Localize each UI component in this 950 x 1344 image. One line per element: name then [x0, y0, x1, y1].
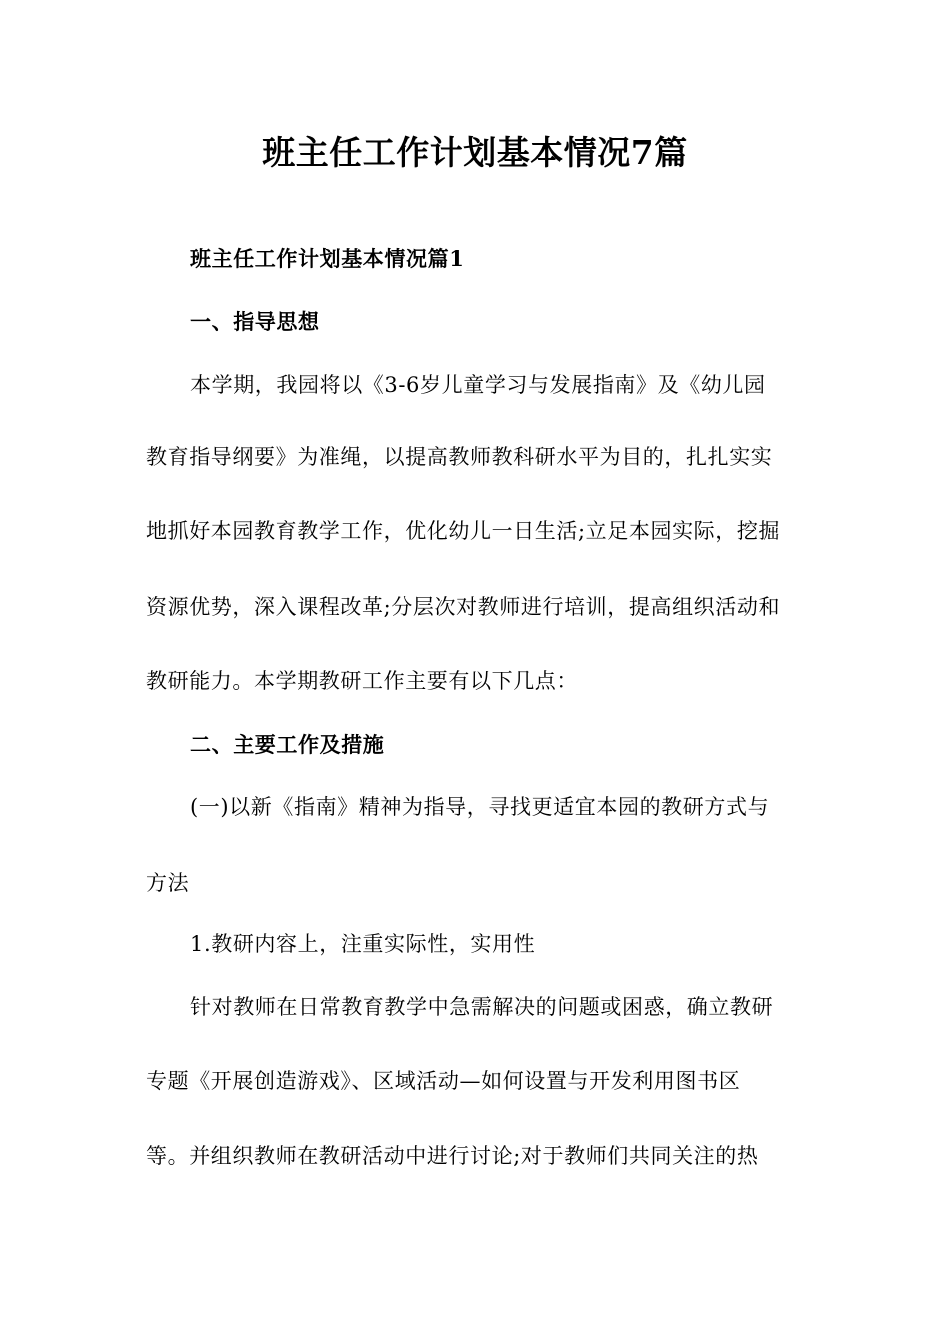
paragraph-line: (一)以新《指南》精神为指导，寻找更适宜本园的教研方式与 — [190, 795, 770, 819]
section-subheading: 一、指导思想 — [190, 309, 320, 334]
paragraph-line: 方法 — [146, 871, 190, 895]
paragraph-line: 1.教研内容上，注重实际性，实用性 — [190, 932, 536, 956]
paragraph-line: 本学期，我园将以《3-6岁儿童学习与发展指南》及《幼儿园 — [190, 373, 766, 397]
paragraph-line: 教育指导纲要》为准绳，以提高教师教科研水平为目的，扎扎实实 — [146, 445, 773, 469]
section-heading: 班主任工作计划基本情况篇1 — [190, 246, 465, 271]
document-title: 班主任工作计划基本情况7篇 — [262, 133, 688, 172]
paragraph-line: 地抓好本园教育教学工作，优化幼儿一日生活;立足本园实际，挖掘 — [146, 519, 781, 543]
paragraph-line: 资源优势，深入课程改革;分层次对教师进行培训，提高组织活动和 — [146, 595, 781, 619]
paragraph-line: 等。并组织教师在教研活动中进行讨论;对于教师们共同关注的热 — [146, 1144, 759, 1168]
section-subheading: 二、主要工作及措施 — [190, 732, 385, 757]
paragraph-line: 专题《开展创造游戏》、区域活动—如何设置与开发利用图书区 — [146, 1069, 741, 1093]
paragraph-line: 针对教师在日常教育教学中急需解决的问题或困惑，确立教研 — [190, 995, 774, 1019]
paragraph-line: 教研能力。本学期教研工作主要有以下几点： — [146, 669, 578, 693]
